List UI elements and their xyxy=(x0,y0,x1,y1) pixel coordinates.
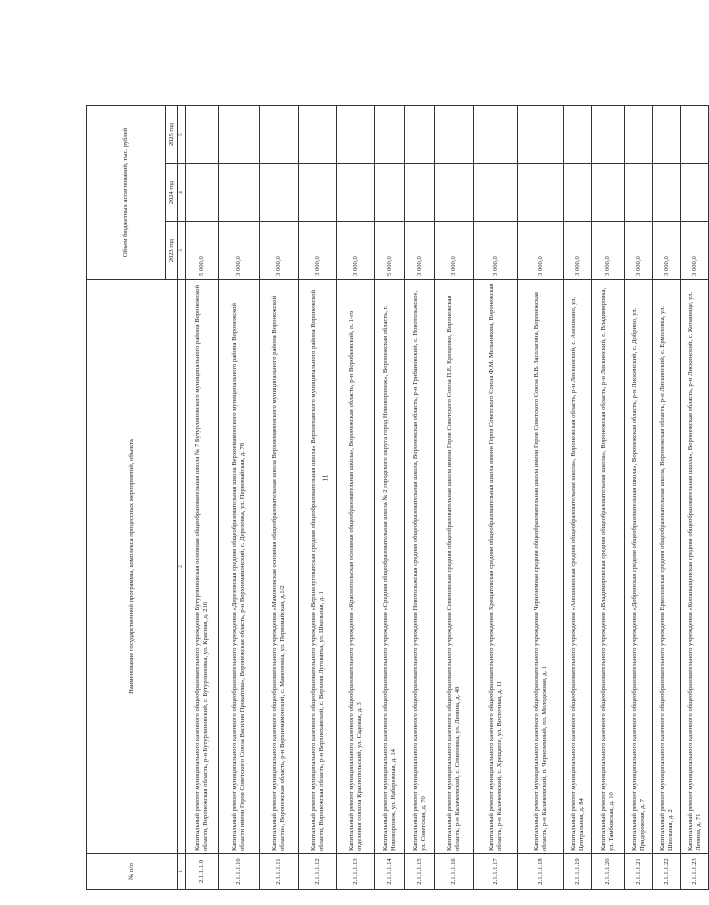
table-row xyxy=(435,105,474,889)
table-row xyxy=(337,105,375,889)
row-value-2024 xyxy=(592,164,625,222)
row-value-2024 xyxy=(219,164,260,222)
column-index: 3 xyxy=(178,222,186,280)
row-value-2024 xyxy=(518,164,564,222)
row-object-name: Капитальный ремонт муниципального казенного общеобразовательного учреждения «Средняя общеобразовательная школа № 2 городского округа город Нововоронеж», Воронежская область, г. Нововоронеж, ул. Набережная, д. 14 xyxy=(375,280,405,854)
table-row xyxy=(219,105,260,889)
header-year-2023: 2023 год xyxy=(166,222,178,280)
row-value-2025 xyxy=(186,105,219,163)
row-value-2023: 3 000,0 xyxy=(564,222,592,280)
row-number: 2.1.1.1.13 xyxy=(337,854,375,890)
row-object-name: Капитальный ремонт муниципального казенного общеобразовательного учреждения «Копаныщенская средняя общеобразовательная школа», Воронежская область, р-н Лискинский, с. Копанище, ул. Ленина, д. 71 xyxy=(681,280,709,854)
row-object-name: Капитальный ремонт муниципального казенного общеобразовательного учреждения «Мамоновская основная общеобразовательная школа Верхнемамонского муниципального района Воронежской области», Воронежская область, р-н Верхнемамонский, с. Мамоновка, ул. Первомайская, д.1/2 xyxy=(260,280,299,854)
row-value-2025 xyxy=(405,105,435,163)
row-value-2025 xyxy=(564,105,592,163)
row-value-2025 xyxy=(299,105,337,163)
row-value-2025 xyxy=(375,105,405,163)
column-index: 5 xyxy=(178,105,186,163)
table-row xyxy=(375,105,405,889)
row-value-2023: 3 000,0 xyxy=(592,222,625,280)
row-value-2023: 3 000,0 xyxy=(337,222,375,280)
row-object-name: Капитальный ремонт муниципального казенного общеобразовательного учреждения «Владимировская средняя общеобразовательная школа», Воронежская область, р-н Лискинский, с. Владимировка, ул. Тамбовская, д. 10 xyxy=(592,280,625,854)
row-value-2023: 5 000,0 xyxy=(186,222,219,280)
row-number: 2.1.1.1.15 xyxy=(405,854,435,890)
row-object-name: Капитальный ремонт муниципального казенного общеобразовательного учреждения «Добринская средняя общеобразовательная школа», Воронежская область, р-н Лискинский, с. Добрино, ул. Придорожная, д. 7 xyxy=(625,280,653,854)
row-value-2025 xyxy=(592,105,625,163)
row-number: 2.1.1.1.19 xyxy=(564,854,592,890)
row-value-2023: 3 000,0 xyxy=(405,222,435,280)
row-value-2024 xyxy=(299,164,337,222)
row-number: 2.1.1.1.20 xyxy=(592,854,625,890)
row-value-2025 xyxy=(474,105,518,163)
row-number: 2.1.1.1.18 xyxy=(518,854,564,890)
row-value-2024 xyxy=(375,164,405,222)
header-year-2024: 2024 год xyxy=(166,164,178,222)
row-value-2023: 3 000,0 xyxy=(474,222,518,280)
table-row xyxy=(186,105,219,889)
column-index: 4 xyxy=(178,164,186,222)
row-object-name: Капитальный ремонт муниципального казенного общеобразовательного учреждения «Аношкинская средняя общеобразовательная школа», Воронежская область, р-н Лискинский, с. Аношкино, ул. Центральная, д. 84 xyxy=(564,280,592,854)
row-object-name: Капитальный ремонт муниципального казенного общеобразовательного учреждения «Верхнелуговатская средняя общеобразовательная школа» Верхнехавского муниципального района Воронежской области, Воронежская область, р-н Верхнехавский, с. Верхняя Луговатка, ул. Школьная, д. 1 xyxy=(299,280,337,854)
row-number: 2.1.1.1.12 xyxy=(299,854,337,890)
row-value-2025 xyxy=(681,105,709,163)
row-number: 2.1.1.1.9 xyxy=(186,854,219,890)
row-value-2025 xyxy=(435,105,474,163)
row-value-2023: 3 000,0 xyxy=(518,222,564,280)
row-value-2024 xyxy=(337,164,375,222)
table-column-index-row xyxy=(178,105,186,889)
row-value-2023: 3 000,0 xyxy=(653,222,681,280)
row-value-2024 xyxy=(653,164,681,222)
row-value-2023: 3 000,0 xyxy=(681,222,709,280)
header-number: № п/п xyxy=(87,854,178,890)
table-row xyxy=(653,105,681,889)
row-value-2024 xyxy=(186,164,219,222)
row-object-name: Капитальный ремонт муниципального казенного общеобразовательного учреждения Новотольжская средняя общеобразовательная школа, Воронежская область, р-н Грибановский, с. Новотольжское, ул. Советская, д. 70 xyxy=(405,280,435,854)
row-object-name: Капитальный ремонт муниципального казенного общеобразовательного учреждения «Дерезовская средняя общеобразовательная школа Верхнемамонского муниципального района Воронежской области имени Героя Советского Союза Василия Прокатова», Воронежская область, р-н Верхнемамонский, с. Дерезовка, ул. Первомайская, д. 78 xyxy=(219,280,260,854)
row-number: 2.1.1.1.23 xyxy=(681,854,709,890)
row-value-2024 xyxy=(625,164,653,222)
row-object-name: Капитальный ремонт муниципального казенного общеобразовательного учреждения Ермоловская средняя общеобразовательная школа, Воронежская область, р-н Лискинский, с. Ермоловка, ул. Школьная, д. 2 xyxy=(653,280,681,854)
table-row xyxy=(625,105,653,889)
row-value-2023: 3 000,0 xyxy=(299,222,337,280)
row-number: 2.1.1.1.22 xyxy=(653,854,681,890)
table-row xyxy=(405,105,435,889)
column-index: 2 xyxy=(178,280,186,854)
row-value-2023: 5 000,0 xyxy=(375,222,405,280)
row-value-2025 xyxy=(219,105,260,163)
row-number: 2.1.1.1.21 xyxy=(625,854,653,890)
row-object-name: Капитальный ремонт муниципального казенного общеобразовательного учреждения Черноземная средняя общеобразовательная школа имени Героя Советского Союза В.В. Засолагина, Воронежская область, р-н Калачеевский, п. Черноземный, пл. Молодежная, д. 1 xyxy=(518,280,564,854)
row-object-name: Капитальный ремонт муниципального казенного общеобразовательного учреждения «Краснопольская основная общеобразовательная школа», Воронежская область, р-н Воробьевский, п. 1-го отделения совхоза Краснопольский, ул. Садовая, д. 3 xyxy=(337,280,375,854)
table-row xyxy=(474,105,518,889)
row-value-2024 xyxy=(405,164,435,222)
row-number: 2.1.1.1.11 xyxy=(260,854,299,890)
table-row xyxy=(592,105,625,889)
table-row xyxy=(299,105,337,889)
header-year-2025: 2025 год xyxy=(166,105,178,163)
table-row xyxy=(564,105,592,889)
row-number: 2.1.1.1.16 xyxy=(435,854,474,890)
row-value-2025 xyxy=(653,105,681,163)
row-value-2024 xyxy=(435,164,474,222)
row-value-2024 xyxy=(681,164,709,222)
table-header-row xyxy=(87,105,166,889)
row-object-name: Капитальный ремонт муниципального казенного общеобразовательного учреждения Семеновская средняя общеобразовательная школа имени Героя Советского Союза П.Е. Ерещенко, Воронежская область, р-н Калачеевский, с. Семеновка, ул. Ленина, д. 49 xyxy=(435,280,474,854)
header-budget-volume: Объем бюджетных ассигнований, тыс. рублей xyxy=(87,105,166,279)
row-value-2024 xyxy=(564,164,592,222)
row-value-2025 xyxy=(518,105,564,163)
budget-table xyxy=(86,105,709,890)
table-row xyxy=(260,105,299,889)
row-value-2024 xyxy=(260,164,299,222)
row-value-2024 xyxy=(474,164,518,222)
row-value-2025 xyxy=(625,105,653,163)
row-value-2023: 3 000,0 xyxy=(625,222,653,280)
row-number: 2.1.1.1.10 xyxy=(219,854,260,890)
row-number: 2.1.1.1.17 xyxy=(474,854,518,890)
row-object-name: Капитальный ремонт муниципального казенного общеобразовательного учреждения Бутурлиновская основная общеобразовательная школа № 7 Бутурлиновского муниципального района Воронежской области, Воронежская область, р-н Бутурлиновский, г. Бутурлиновка, ул. Красная, д. 216 xyxy=(186,280,219,854)
row-number: 2.1.1.1.14 xyxy=(375,854,405,890)
table-row xyxy=(518,105,564,889)
column-index: 1 xyxy=(178,854,186,890)
row-value-2023: 3 000,0 xyxy=(260,222,299,280)
row-value-2025 xyxy=(337,105,375,163)
row-value-2025 xyxy=(260,105,299,163)
row-value-2023: 3 000,0 xyxy=(219,222,260,280)
row-value-2023: 3 000,0 xyxy=(435,222,474,280)
rotated-page xyxy=(86,106,702,890)
page-number: 11 xyxy=(321,474,330,482)
row-object-name: Капитальный ремонт муниципального казенного общеобразовательного учреждения Хрещатовская средняя общеобразовательная школа имени Героя Советского Союза Ф.М. Мельникова, Воронежская область, р-н Калачеевский, с. Хрещатое, ул. Восточная, д. 11 xyxy=(474,280,518,854)
header-name: Наименование государственной программы, комплекса процессных мероприятий, объекта xyxy=(87,280,178,854)
table-row xyxy=(681,105,709,889)
